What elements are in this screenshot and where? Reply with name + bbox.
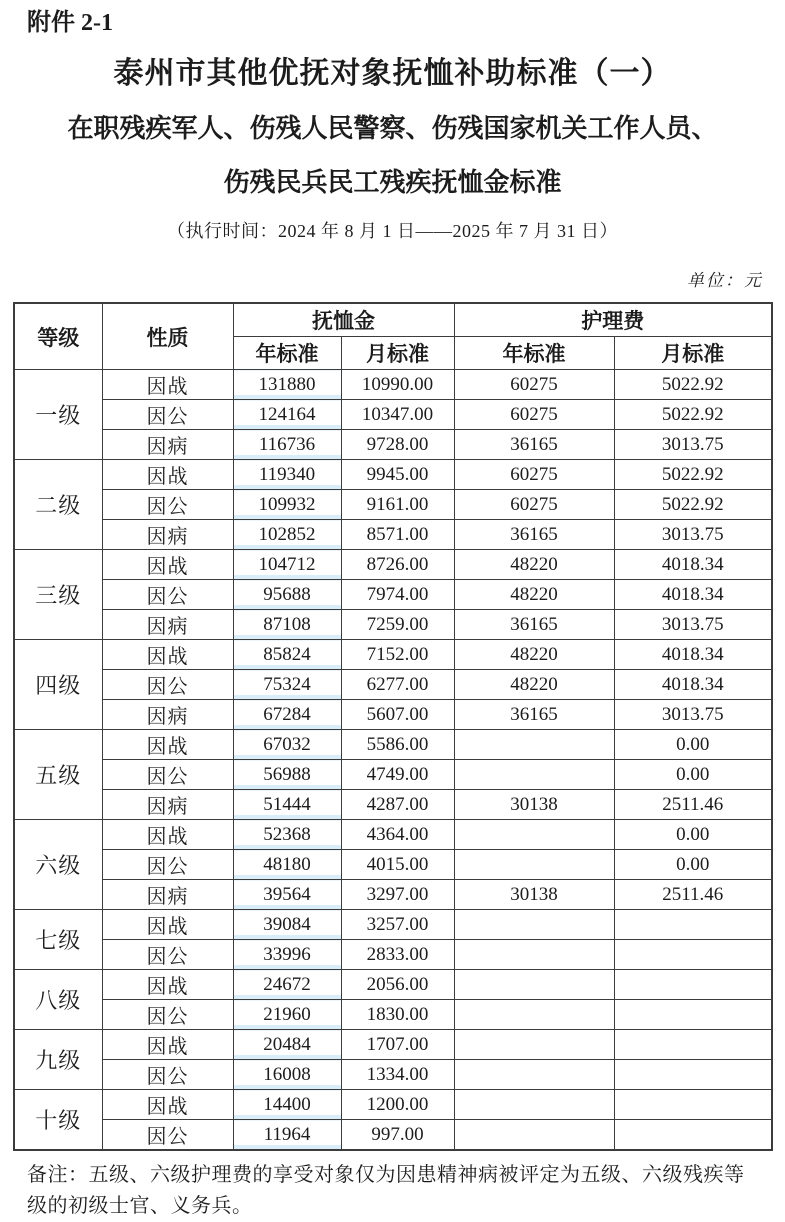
pension-month-cell: 1707.00 — [341, 1030, 454, 1060]
nature-cell: 因公 — [102, 580, 233, 610]
pension-month-cell: 4364.00 — [341, 820, 454, 850]
pension-month-cell: 8571.00 — [341, 520, 454, 550]
header-row-top — [14, 303, 772, 337]
nursing-month-cell: 2511.46 — [614, 880, 772, 910]
pension-year-cell: 56988 — [233, 760, 341, 790]
pension-month-cell: 1200.00 — [341, 1090, 454, 1120]
table-row — [14, 610, 772, 640]
table-row — [14, 700, 772, 730]
footnote: 备注：五级、六级护理费的享受对象仅为因患精神病被评定为五级、六级残疾等级的初级士官、义务兵。 — [27, 1164, 745, 1217]
pension-year-cell: 21960 — [233, 1000, 341, 1030]
table-row — [14, 640, 772, 670]
pension-month-cell: 997.00 — [341, 1120, 454, 1151]
table-row — [14, 1060, 772, 1090]
table-row — [14, 1120, 772, 1151]
nature-cell: 因战 — [102, 970, 233, 1000]
pension-month-cell: 10990.00 — [341, 370, 454, 400]
nursing-month-cell — [614, 910, 772, 940]
nursing-month-cell: 3013.75 — [614, 430, 772, 460]
nature-cell: 因战 — [102, 730, 233, 760]
nursing-year-cell — [454, 760, 614, 790]
nursing-year-cell — [454, 820, 614, 850]
nursing-year-cell — [454, 1120, 614, 1151]
pension-year-cell: 75324 — [233, 670, 341, 700]
pension-month-cell: 10347.00 — [341, 400, 454, 430]
nature-cell: 因公 — [102, 670, 233, 700]
document-subtitle-line1: 在职残疾军人、伤残人民警察、伤残国家机关工作人员、 — [67, 114, 718, 143]
pension-month-cell: 1334.00 — [341, 1060, 454, 1090]
nature-cell: 因公 — [102, 400, 233, 430]
nursing-year-cell: 48220 — [454, 640, 614, 670]
nature-cell: 因公 — [102, 850, 233, 880]
table-row — [14, 430, 772, 460]
nursing-month-cell: 3013.75 — [614, 520, 772, 550]
nursing-month-cell — [614, 1060, 772, 1090]
table-row — [14, 730, 772, 760]
pension-year-cell: 24672 — [233, 970, 341, 1000]
nursing-year-cell — [454, 1030, 614, 1060]
nursing-month-cell: 2511.46 — [614, 790, 772, 820]
pension-month-cell: 4015.00 — [341, 850, 454, 880]
pension-year-cell: 52368 — [233, 820, 341, 850]
nature-cell: 因战 — [102, 640, 233, 670]
level-cell: 七级 — [14, 910, 102, 970]
pension-year-cell: 67032 — [233, 730, 341, 760]
nursing-year-cell: 48220 — [454, 670, 614, 700]
nursing-month-cell: 5022.92 — [614, 400, 772, 430]
document-subtitle-line2: 伤残民兵民工残疾抚恤金标准 — [223, 168, 562, 197]
nursing-month-cell: 5022.92 — [614, 460, 772, 490]
pension-year-cell: 11964 — [233, 1120, 341, 1151]
level-cell: 五级 — [14, 730, 102, 820]
pension-year-cell: 104712 — [233, 550, 341, 580]
table-row — [14, 880, 772, 910]
nursing-year-cell — [454, 940, 614, 970]
header-pension-monthly: 月标准 — [341, 337, 454, 370]
pension-month-cell: 1830.00 — [341, 1000, 454, 1030]
nursing-month-cell — [614, 1090, 772, 1120]
level-cell: 三级 — [14, 550, 102, 640]
nursing-year-cell: 60275 — [454, 400, 614, 430]
table-row — [14, 460, 772, 490]
nursing-month-cell — [614, 1120, 772, 1151]
nature-cell: 因战 — [102, 460, 233, 490]
level-cell: 九级 — [14, 1030, 102, 1090]
nursing-month-cell — [614, 970, 772, 1000]
nursing-month-cell: 5022.92 — [614, 370, 772, 400]
level-cell: 四级 — [14, 640, 102, 730]
nature-cell: 因战 — [102, 370, 233, 400]
pension-year-cell: 39564 — [233, 880, 341, 910]
table-row — [14, 850, 772, 880]
nature-cell: 因病 — [102, 520, 233, 550]
table-row — [14, 370, 772, 400]
nursing-month-cell: 0.00 — [614, 760, 772, 790]
nursing-year-cell — [454, 1000, 614, 1030]
nursing-year-cell: 30138 — [454, 880, 614, 910]
nature-cell: 因公 — [102, 760, 233, 790]
nature-cell: 因战 — [102, 1090, 233, 1120]
nursing-month-cell: 0.00 — [614, 730, 772, 760]
pension-year-cell: 20484 — [233, 1030, 341, 1060]
table-header — [14, 303, 772, 370]
table-row — [14, 970, 772, 1000]
table-row — [14, 820, 772, 850]
pension-year-cell: 109932 — [233, 490, 341, 520]
pension-month-cell: 3257.00 — [341, 910, 454, 940]
header-nursing: 护理费 — [454, 303, 772, 337]
nursing-month-cell: 3013.75 — [614, 700, 772, 730]
pension-year-cell: 87108 — [233, 610, 341, 640]
pension-year-cell: 124164 — [233, 400, 341, 430]
table-row — [14, 1000, 772, 1030]
document-title: 泰州市其他优抚对象抚恤补助标准（一） — [113, 57, 672, 90]
header-pension: 抚恤金 — [233, 303, 454, 337]
nursing-year-cell: 60275 — [454, 460, 614, 490]
nature-cell: 因公 — [102, 1120, 233, 1151]
pension-year-cell: 95688 — [233, 580, 341, 610]
pension-year-cell: 33996 — [233, 940, 341, 970]
header-nature: 性质 — [102, 303, 233, 370]
pension-month-cell: 5607.00 — [341, 700, 454, 730]
header-level: 等级 — [14, 303, 102, 370]
nursing-month-cell — [614, 940, 772, 970]
nature-cell: 因病 — [102, 880, 233, 910]
nursing-month-cell: 4018.34 — [614, 550, 772, 580]
pension-month-cell: 3297.00 — [341, 880, 454, 910]
nursing-month-cell: 3013.75 — [614, 610, 772, 640]
nature-cell: 因病 — [102, 700, 233, 730]
pension-year-cell: 85824 — [233, 640, 341, 670]
table-row — [14, 580, 772, 610]
pension-year-cell: 131880 — [233, 370, 341, 400]
level-cell: 一级 — [14, 370, 102, 460]
nature-cell: 因战 — [102, 1030, 233, 1060]
table-row — [14, 940, 772, 970]
pension-year-cell: 116736 — [233, 430, 341, 460]
pension-month-cell: 9728.00 — [341, 430, 454, 460]
nursing-year-cell: 36165 — [454, 610, 614, 640]
execution-period: （执行时间：2024 年 8 月 1 日——2025 年 7 月 31 日） — [167, 221, 618, 241]
table-row — [14, 400, 772, 430]
pension-month-cell: 7259.00 — [341, 610, 454, 640]
document-page — [0, 8, 785, 1221]
pension-month-cell: 5586.00 — [341, 730, 454, 760]
nature-cell: 因公 — [102, 1060, 233, 1090]
pension-month-cell: 4749.00 — [341, 760, 454, 790]
nursing-year-cell: 36165 — [454, 700, 614, 730]
pension-month-cell: 2056.00 — [341, 970, 454, 1000]
pension-year-cell: 119340 — [233, 460, 341, 490]
pension-month-cell: 4287.00 — [341, 790, 454, 820]
pension-year-cell: 51444 — [233, 790, 341, 820]
unit-label: 单位：元 — [687, 271, 763, 290]
nature-cell: 因战 — [102, 550, 233, 580]
nursing-year-cell — [454, 970, 614, 1000]
table-row — [14, 910, 772, 940]
nursing-year-cell: 48220 — [454, 550, 614, 580]
table-row — [14, 790, 772, 820]
nature-cell: 因病 — [102, 430, 233, 460]
header-nursing-monthly: 月标准 — [614, 337, 772, 370]
pension-month-cell: 8726.00 — [341, 550, 454, 580]
pension-month-cell: 7152.00 — [341, 640, 454, 670]
level-cell: 六级 — [14, 820, 102, 910]
nursing-year-cell — [454, 850, 614, 880]
table-row — [14, 550, 772, 580]
standards-table — [13, 302, 773, 1151]
pension-month-cell: 6277.00 — [341, 670, 454, 700]
pension-year-cell: 39084 — [233, 910, 341, 940]
level-cell: 八级 — [14, 970, 102, 1030]
nature-cell: 因战 — [102, 820, 233, 850]
nursing-year-cell — [454, 1090, 614, 1120]
nature-cell: 因公 — [102, 490, 233, 520]
nature-cell: 因战 — [102, 910, 233, 940]
pension-month-cell: 9161.00 — [341, 490, 454, 520]
nature-cell: 因病 — [102, 790, 233, 820]
level-cell: 二级 — [14, 460, 102, 550]
attachment-label: 附件 2-1 — [27, 10, 113, 36]
nursing-month-cell — [614, 1000, 772, 1030]
pension-year-cell: 48180 — [233, 850, 341, 880]
pension-year-cell: 16008 — [233, 1060, 341, 1090]
pension-month-cell: 7974.00 — [341, 580, 454, 610]
level-cell: 十级 — [14, 1090, 102, 1151]
nursing-month-cell: 4018.34 — [614, 670, 772, 700]
table-row — [14, 1090, 772, 1120]
nursing-year-cell — [454, 910, 614, 940]
pension-year-cell: 14400 — [233, 1090, 341, 1120]
pension-year-cell: 102852 — [233, 520, 341, 550]
nursing-month-cell: 4018.34 — [614, 580, 772, 610]
header-nursing-annual: 年标准 — [454, 337, 614, 370]
nature-cell: 因病 — [102, 610, 233, 640]
header-pension-annual: 年标准 — [233, 337, 341, 370]
nursing-month-cell: 4018.34 — [614, 640, 772, 670]
nursing-year-cell — [454, 730, 614, 760]
nursing-month-cell: 0.00 — [614, 820, 772, 850]
pension-month-cell: 2833.00 — [341, 940, 454, 970]
nursing-year-cell: 60275 — [454, 490, 614, 520]
pension-year-cell: 67284 — [233, 700, 341, 730]
nursing-month-cell — [614, 1030, 772, 1060]
nursing-month-cell: 0.00 — [614, 850, 772, 880]
nursing-month-cell: 5022.92 — [614, 490, 772, 520]
nursing-year-cell: 36165 — [454, 520, 614, 550]
nursing-year-cell: 48220 — [454, 580, 614, 610]
nursing-year-cell: 36165 — [454, 430, 614, 460]
nursing-year-cell — [454, 1060, 614, 1090]
table-body — [14, 370, 772, 1151]
table-row — [14, 520, 772, 550]
pension-month-cell: 9945.00 — [341, 460, 454, 490]
table-row — [14, 1030, 772, 1060]
table-row — [14, 670, 772, 700]
table-row — [14, 490, 772, 520]
table-row — [14, 760, 772, 790]
nursing-year-cell: 60275 — [454, 370, 614, 400]
nature-cell: 因公 — [102, 940, 233, 970]
nursing-year-cell: 30138 — [454, 790, 614, 820]
nature-cell: 因公 — [102, 1000, 233, 1030]
